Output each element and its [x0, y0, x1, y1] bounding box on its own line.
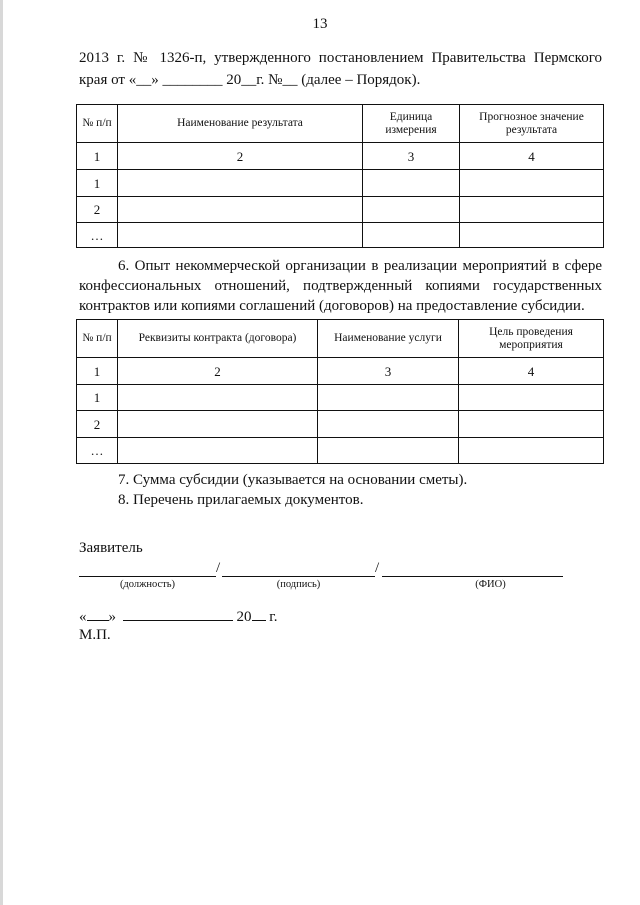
year-prefix: 20 [236, 609, 252, 625]
intro-line-1: 2013 г. № 1326-п, утвержденного постановлением Правительства Пермского [79, 50, 602, 66]
row-number-cell: 1 [77, 170, 118, 197]
date-line [79, 608, 277, 626]
open-quote: « [79, 609, 87, 625]
table-row [77, 170, 604, 197]
page-number: 13 [312, 16, 328, 32]
intro-line-2: края от «__» ________ 20__г. №__ (далее – Порядок). [79, 72, 421, 88]
column-number-cell: 1 [77, 143, 118, 170]
column-number-cell: 3 [363, 143, 460, 170]
paragraph-6-line-2: конфессиональных отношений, подтвержденный копиями государственных [79, 278, 602, 294]
empty-cell [118, 411, 318, 438]
empty-cell [118, 385, 318, 411]
row-number-cell: 1 [77, 385, 118, 411]
position-line [79, 576, 216, 577]
empty-cell [318, 438, 459, 464]
table-row [77, 385, 604, 411]
results-table [76, 104, 604, 248]
separator-slash: / [216, 560, 221, 576]
table-row [77, 197, 604, 223]
header-cell-contract-details: Реквизиты контракта (договора) [118, 320, 318, 358]
position-caption: (должность) [119, 579, 176, 590]
empty-cell [459, 438, 604, 464]
empty-cell [118, 438, 318, 464]
paragraph-6-line-3: контрактов или копиями соглашений (договоров) на предоставление субсидии. [79, 298, 585, 314]
empty-cell [460, 170, 604, 197]
intro-paragraph [79, 47, 602, 91]
item-8: 8. Перечень прилагаемых документов. [118, 492, 364, 508]
empty-cell [118, 223, 363, 248]
row-number-cell: 2 [77, 411, 118, 438]
empty-cell [118, 170, 363, 197]
contracts-table [76, 319, 604, 464]
header-cell-event-goal: Цель проведения мероприятия [459, 320, 604, 358]
signature-caption: (подпись) [276, 579, 321, 590]
stamp-place: М.П. [79, 627, 111, 643]
table-row [77, 411, 604, 438]
table-header-row [77, 320, 604, 358]
empty-cell [363, 197, 460, 223]
column-number-row [77, 143, 604, 170]
empty-cell [363, 170, 460, 197]
row-number-cell: … [77, 438, 118, 464]
empty-cell [118, 197, 363, 223]
header-cell-unit: Единица измерения [363, 105, 460, 143]
header-cell-number: № п/п [77, 105, 118, 143]
header-cell-result-name: Наименование результата [118, 105, 363, 143]
table-row [77, 223, 604, 248]
empty-cell [460, 223, 604, 248]
year-suffix: г. [269, 609, 278, 625]
column-number-cell: 3 [318, 358, 459, 385]
year-blank [252, 608, 266, 621]
empty-cell [460, 197, 604, 223]
table-header-row [77, 105, 604, 143]
empty-cell [459, 411, 604, 438]
column-number-cell: 2 [118, 358, 318, 385]
column-number-row [77, 358, 604, 385]
row-number-cell: 2 [77, 197, 118, 223]
empty-cell [318, 385, 459, 411]
column-number-cell: 1 [77, 358, 118, 385]
full-name-line [382, 576, 563, 577]
paragraph-6 [79, 256, 602, 316]
month-blank [123, 608, 233, 621]
empty-cell [363, 223, 460, 248]
full-name-caption: (ФИО) [475, 579, 506, 590]
header-cell-forecast: Прогнозное значение результата [460, 105, 604, 143]
column-number-cell: 4 [460, 143, 604, 170]
close-quote: » [108, 609, 116, 625]
table-row [77, 438, 604, 464]
empty-cell [459, 385, 604, 411]
applicant-label: Заявитель [79, 540, 143, 556]
paragraph-6-line-1: 6. Опыт некоммерческой организации в реализации мероприятий в сфере [118, 258, 602, 274]
day-blank [87, 608, 109, 621]
column-number-cell: 4 [459, 358, 604, 385]
header-cell-number: № п/п [77, 320, 118, 358]
signature-line [222, 576, 375, 577]
row-number-cell: … [77, 223, 118, 248]
separator-slash: / [375, 560, 380, 576]
column-number-cell: 2 [118, 143, 363, 170]
empty-cell [318, 411, 459, 438]
scan-edge [0, 0, 3, 905]
header-cell-service-name: Наименование услуги [318, 320, 459, 358]
item-7: 7. Сумма субсидии (указывается на основании сметы). [118, 472, 468, 488]
